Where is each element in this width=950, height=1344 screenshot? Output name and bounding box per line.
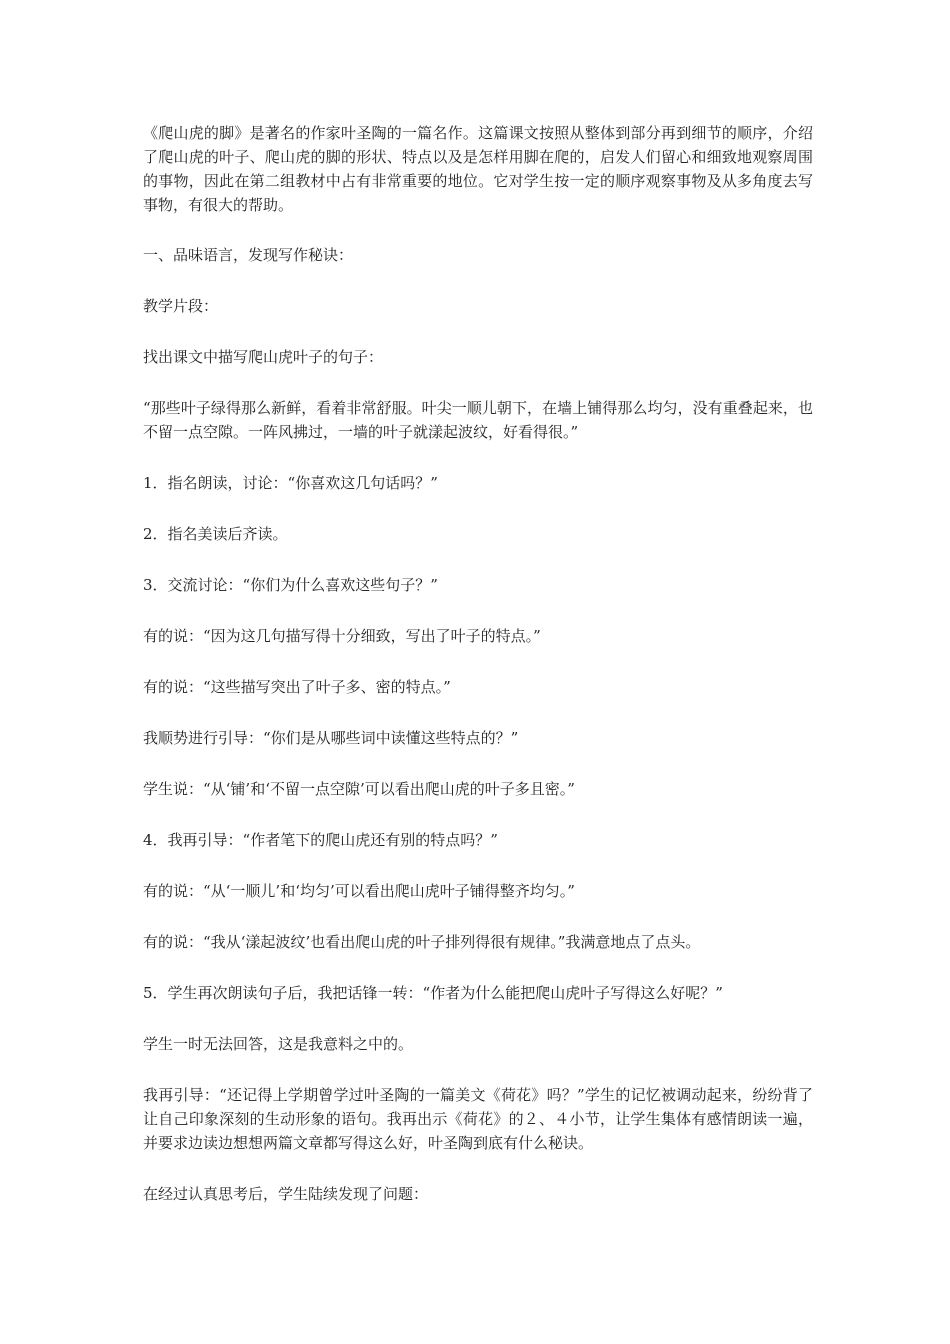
- paragraph: 找出课文中描写爬山虎叶子的句子：: [143, 348, 384, 366]
- document-body: [143, 121, 813, 1233]
- section-heading: 一、品味语言，发现写作秘诀：: [143, 246, 354, 264]
- paragraph: 在经过认真思考后，学生陆续发现了问题：: [143, 1185, 429, 1203]
- list-item-5: 5．学生再次朗读句子后，我把话锋一转：“作者为什么能把爬山虎叶子写得这么好呢？”: [143, 984, 723, 1002]
- list-item-4: 4．我再引导：“作者笔下的爬山虎还有别的特点吗？”: [143, 831, 498, 849]
- paragraph: 学生说：“从‘铺’和‘不留一点空隙’可以看出爬山虎的叶子多且密。”: [143, 780, 575, 798]
- paragraph: 我顺势进行引导：“你们是从哪些词中读懂这些特点的？”: [143, 729, 519, 747]
- paragraph: 有的说：“我从‘漾起波纹’也看出爬山虎的叶子排列得很有规律。”我满意地点了点头。: [143, 933, 701, 951]
- paragraph: 有的说：“从‘一顺儿’和‘均匀’可以看出爬山虎叶子铺得整齐均匀。”: [143, 882, 575, 900]
- list-item-3: 3．交流讨论：“你们为什么喜欢这些句子？”: [143, 576, 438, 594]
- list-item-2: 2．指名美读后齐读。: [143, 525, 288, 543]
- paragraph: 我再引导：“还记得上学期曾学过叶圣陶的一篇美文《荷花》吗？”学生的记忆被调动起来，纷纷背了让自己印象深刻的生动形象的语句。我再出示《荷花》的２、４小节，让学生集体有感情朗读一遍，并要求边读边想想两篇文章都写得这么好，叶圣陶到底有什么秘诀。: [143, 1086, 813, 1152]
- quoted-passage: “那些叶子绿得那么新鲜，看着非常舒服。叶尖一顺儿朝下，在墙上铺得那么均匀，没有重叠起来，也不留一点空隙。一阵风拂过，一墙的叶子就漾起波纹，好看得很。”: [143, 399, 813, 441]
- paragraph: 学生一时无法回答，这是我意料之中的。: [143, 1035, 414, 1053]
- paragraph-intro: 《爬山虎的脚》是著名的作家叶圣陶的一篇名作。这篇课文按照从整体到部分再到细节的顺序，介绍了爬山虎的叶子、爬山虎的脚的形状、特点以及是怎样用脚在爬的，启发人们留心和细致地观察周围的事物，因此在第二组教材中占有非常重要的地位。它对学生按一定的顺序观察事物及从多角度去写事物，有很大的帮助。: [143, 124, 813, 214]
- paragraph: 有的说：“因为这几句描写得十分细致，写出了叶子的特点。”: [143, 627, 541, 645]
- paragraph: 教学片段：: [143, 297, 219, 315]
- paragraph: 有的说：“这些描写突出了叶子多、密的特点。”: [143, 678, 451, 696]
- list-item-1: 1．指名朗读，讨论：“你喜欢这几句话吗？”: [143, 474, 438, 492]
